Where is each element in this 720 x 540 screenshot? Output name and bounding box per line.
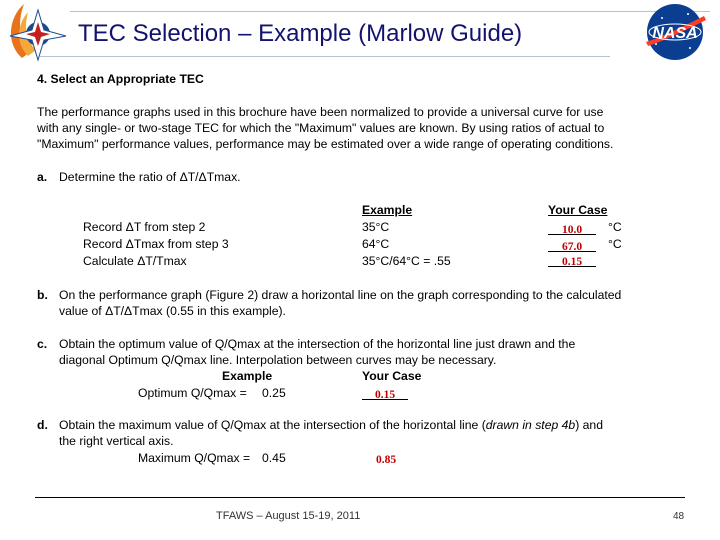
step-a-row-3-answer-field [548,252,596,267]
step-a-row-2-example: 64°C [362,237,390,251]
footer-rule [35,497,685,498]
step-c-example-heading: Example [222,369,273,383]
step-a-row-1-example: 35°C [362,220,390,234]
step-a-row-2-unit: °C [608,237,622,251]
step-a-row-1-answer: 10.0 [561,224,583,236]
page-number: 48 [673,511,685,522]
footer-event: TFAWS – August 15-19, 2011 [216,510,361,522]
step-d-line-2: the right vertical axis. [59,434,174,448]
step-c-letter: c. [37,337,48,351]
step-d-answer: 0.85 [376,454,397,466]
page-title: TEC Selection – Example (Marlow Guide) [78,20,523,47]
step-d-answer-field [376,450,396,468]
step-d-line-1-post: ) and [575,418,603,432]
step-a-row-3-label: Calculate ΔT/Tmax [83,254,187,268]
header-rule-top [70,11,710,12]
intro-line-3: "Maximum" performance values, performance may be estimated over a wide range of operating conditions. [37,137,614,151]
step-c-line-1: Obtain the optimum value of Q/Qmax at the intersection of the horizontal line just drawn and the [59,337,576,351]
intro-line-1: The performance graphs used in this brochure have been normalized to provide a universal curve for use [37,105,604,119]
step-c-line-2: diagonal Optimum Q/Qmax line. Interpolation between curves may be necessary. [59,353,497,367]
step-d-line-1-pre: Obtain the maximum value of Q/Qmax at the intersection of the horizontal line ( [59,418,486,432]
step-b-line-2: value of ΔT/ΔTmax (0.55 in this example). [59,304,286,318]
center-logo-icon [2,0,70,62]
step-d-label: Maximum Q/Qmax = [138,451,251,465]
step-a-row-1-unit: °C [608,220,622,234]
step-a-row-2-answer-field [548,237,596,252]
step-d-line-1 [59,418,603,433]
step-a-row-3-answer: 0.15 [561,256,583,268]
step-a-example-heading: Example [362,203,413,217]
nasa-logo-icon [640,2,710,62]
step-a-your-case-heading: Your Case [548,203,608,217]
step-a-letter: a. [37,170,48,184]
step-c-answer-field [362,385,408,400]
step-d-letter: d. [37,418,48,432]
step-c-your-case-heading: Your Case [362,369,422,383]
step-a-row-2-label: Record ΔTmax from step 3 [83,237,229,251]
step-b-line-1: On the performance graph (Figure 2) draw a horizontal line on the graph corresponding to the calculated [59,288,622,302]
step-c-answer: 0.15 [374,389,396,401]
step-b-letter: b. [37,288,48,302]
step-a-row-3-example: 35°C/64°C = .55 [362,254,451,268]
step-d-example-value: 0.45 [262,451,286,465]
header-rule-bottom [40,56,610,57]
step-c-example-value: 0.25 [262,386,286,400]
step-a-row-2-answer: 67.0 [561,241,583,253]
step-a-text: Determine the ratio of ΔT/ΔTmax. [59,170,241,184]
svg-text:NASA: NASA [652,25,698,42]
intro-line-2: with any single- or two-stage TEC for which the "Maximum" values are known. By using ratios of actual to [37,121,605,135]
step-a-row-1-answer-field [548,220,596,235]
section-heading: 4. Select an Appropriate TEC [37,72,204,86]
step-c-label: Optimum Q/Qmax = [138,386,247,400]
step-d-line-1-italic: drawn in step 4b [485,418,576,432]
step-a-row-1-label: Record ΔT from step 2 [83,220,206,234]
